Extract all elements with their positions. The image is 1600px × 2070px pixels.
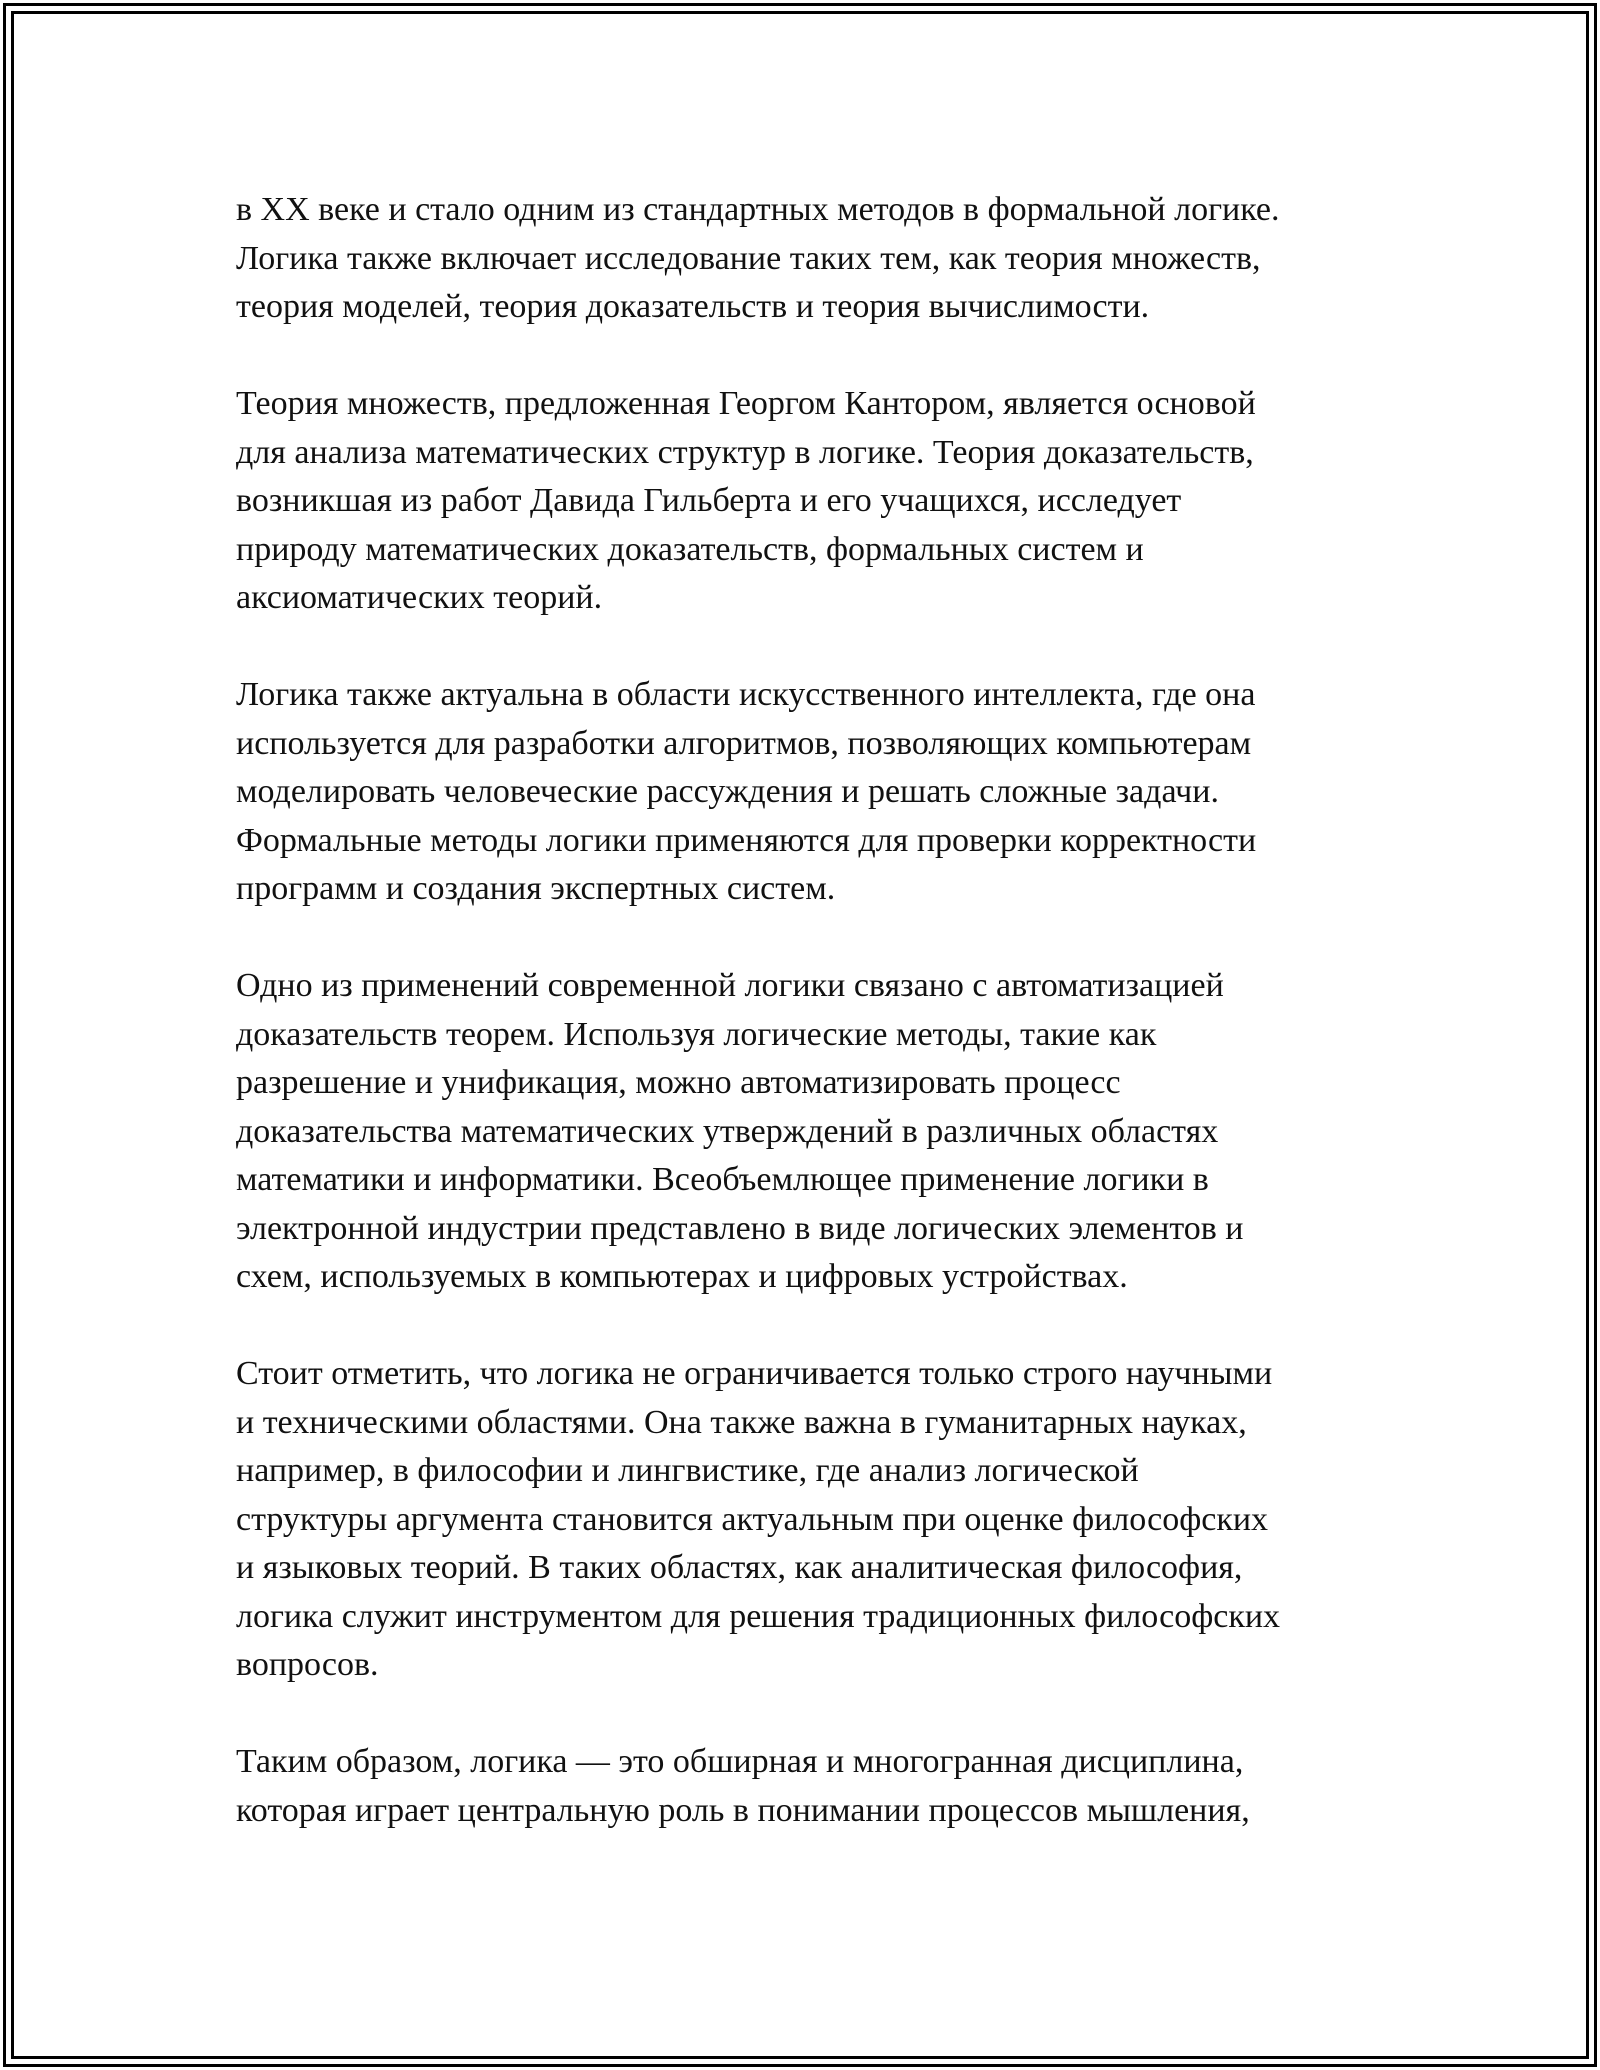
paragraph (236, 1738, 1386, 1835)
text-line: программ и создания экспертных систем. (236, 870, 836, 907)
paragraph (236, 1350, 1386, 1690)
text-line: Одно из применений современной логики связано с автоматизацией (236, 967, 1224, 1004)
text-line: в XX веке и стало одним из стандартных методов в формальной логике. (236, 191, 1280, 228)
text-line: Формальные методы логики применяются для проверки корректности (236, 821, 1257, 859)
text-line: теория моделей, теория доказательств и теория вычислимости. (236, 288, 1150, 325)
text-line: Таким образом, логика — это обширная и многогранная дисциплина, (236, 1743, 1244, 1780)
text-line: и техническими областями. Она также важна в гуманитарных науках, (236, 1403, 1247, 1441)
document-body (236, 186, 1386, 1884)
text-line: структуры аргумента становится актуальным при оценке философских (236, 1500, 1269, 1538)
paragraph (236, 671, 1386, 914)
text-line: Стоит отметить, что логика не ограничивается только строго научными (236, 1355, 1273, 1392)
text-line: электронной индустрии представлено в виде логических элементов и (236, 1209, 1244, 1247)
text-line: Логика также включает исследование таких тем, как теория множеств, (236, 239, 1261, 277)
text-line: и языковых теорий. В таких областях, как аналитическая философия, (236, 1549, 1243, 1586)
paragraph (236, 186, 1386, 332)
text-line: математики и информатики. Всеобъемлющее применение логики в (236, 1161, 1209, 1198)
text-line: доказательств теорем. Используя логические методы, такие как (236, 1015, 1157, 1053)
paragraph (236, 380, 1386, 623)
text-line: разрешение и унификация, можно автоматизировать процесс (236, 1064, 1121, 1101)
text-line: например, в философии и лингвистике, где анализ логической (236, 1452, 1139, 1489)
text-line: для анализа математических структур в логике. Теория доказательств, (236, 433, 1254, 471)
text-line: моделировать человеческие рассуждения и решать сложные задачи. (236, 773, 1219, 810)
text-line: Логика также актуальна в области искусственного интеллекта, где она (236, 676, 1256, 713)
text-line: вопросов. (236, 1646, 379, 1683)
text-line: возникшая из работ Давида Гильберта и его учащихся, исследует (236, 482, 1182, 519)
text-line: которая играет центральную роль в понимании процессов мышления, (236, 1791, 1250, 1829)
text-line: аксиоматических теорий. (236, 579, 603, 616)
text-line: доказательства математических утверждений в различных областях (236, 1112, 1219, 1150)
text-line: природу математических доказательств, формальных систем и (236, 530, 1144, 568)
text-line: схем, используемых в компьютерах и цифровых устройствах. (236, 1258, 1128, 1295)
text-line: логика служит инструментом для решения традиционных философских (236, 1597, 1281, 1635)
paragraph (236, 962, 1386, 1302)
text-line: используется для разработки алгоритмов, позволяющих компьютерам (236, 724, 1252, 762)
text-line: Теория множеств, предложенная Георгом Кантором, является основой (236, 385, 1256, 422)
